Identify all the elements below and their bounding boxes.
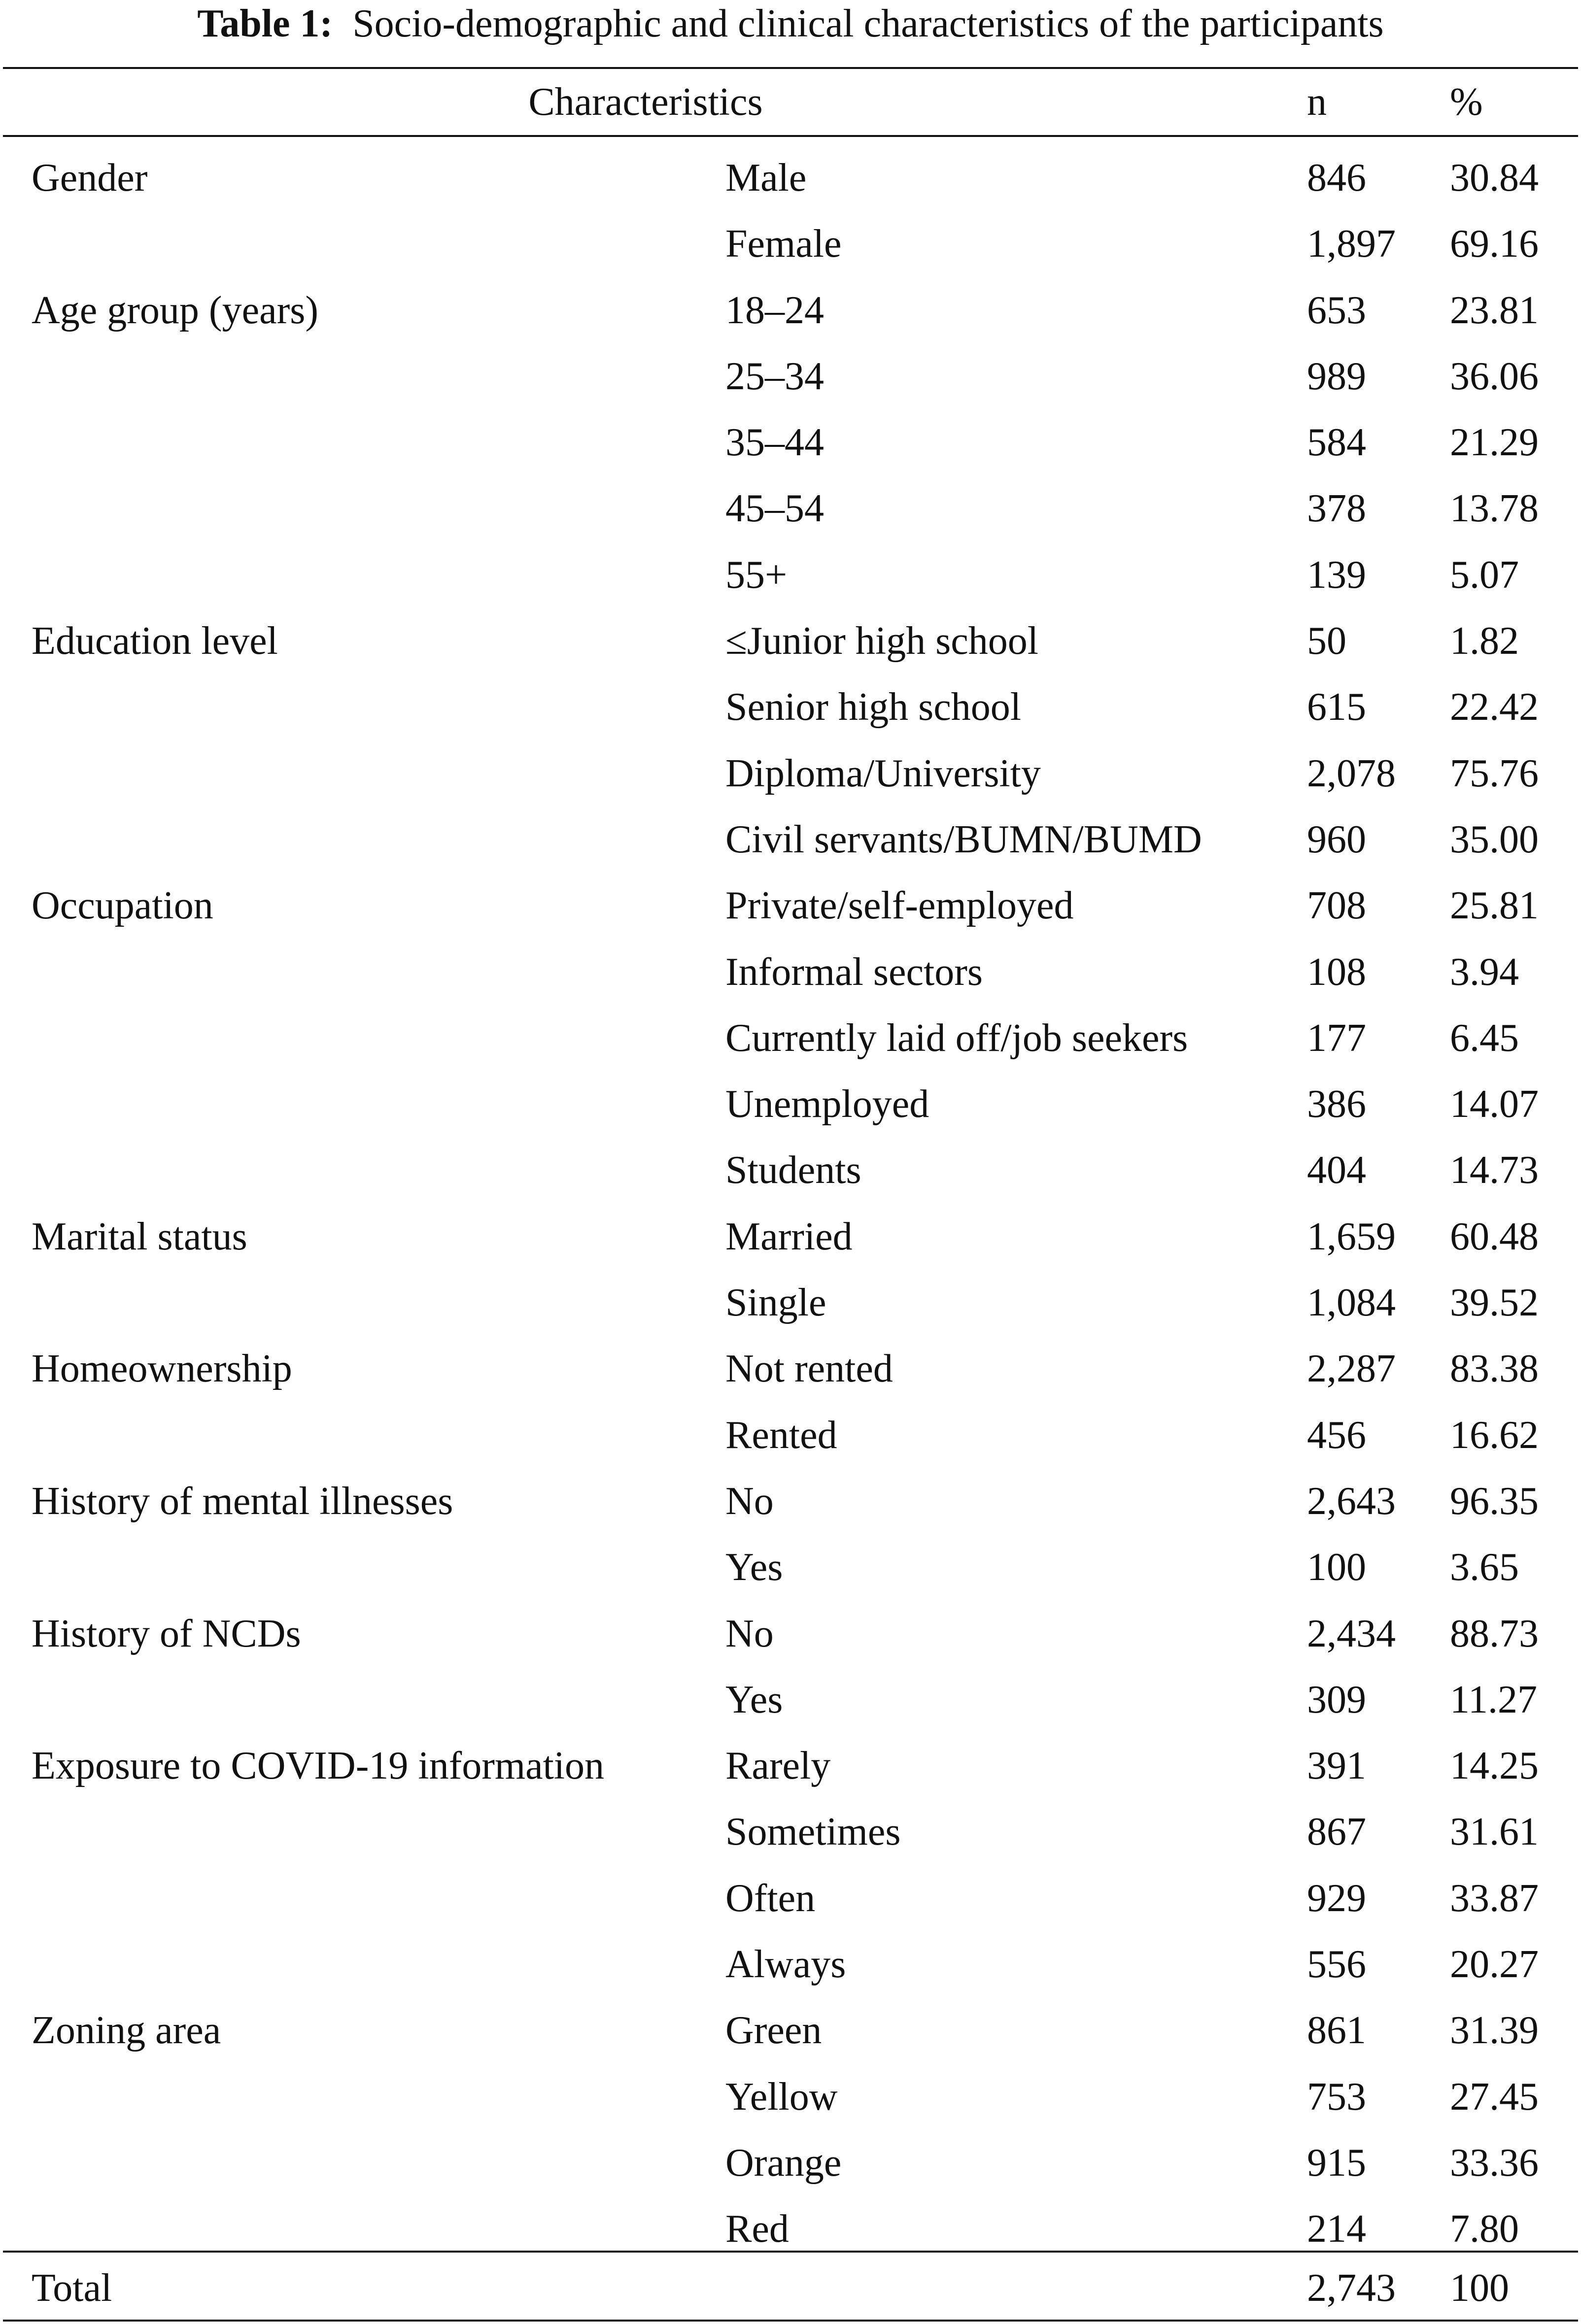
row-category: 25–34 (725, 354, 824, 398)
header-percent: % (1450, 80, 1483, 124)
row-n: 2,643 (1307, 1479, 1396, 1523)
row-category: Yes (725, 1546, 783, 1589)
table-row (0, 1336, 1581, 1402)
row-n: 177 (1307, 1016, 1366, 1060)
row-category: Often (725, 1876, 816, 1920)
row-percent: 33.36 (1450, 2141, 1539, 2185)
row-percent: 83.38 (1450, 1347, 1539, 1391)
row-percent: 20.27 (1450, 1943, 1539, 1987)
table-row (0, 145, 1581, 211)
table-row (0, 807, 1581, 873)
row-category: No (725, 1612, 774, 1655)
table-row (0, 542, 1581, 608)
table-row (0, 2130, 1581, 2196)
row-category: Civil servants/BUMN/BUMD (725, 817, 1202, 861)
row-category: Married (725, 1214, 853, 1258)
row-percent: 96.35 (1450, 1479, 1539, 1523)
table-row (0, 939, 1581, 1005)
row-category: Green (725, 2009, 822, 2053)
row-n: 1,659 (1307, 1214, 1396, 1258)
table-header-rule (3, 135, 1578, 137)
table-row (0, 1468, 1581, 1534)
row-n: 100 (1307, 1546, 1366, 1589)
table-body (0, 145, 1581, 2262)
total-label: Total (32, 2266, 112, 2310)
table-bottom-rule (3, 2320, 1578, 2322)
row-n: 1,084 (1307, 1281, 1396, 1325)
row-n: 309 (1307, 1678, 1366, 1721)
row-category: 55+ (725, 553, 788, 597)
row-category: Diploma/University (725, 751, 1041, 795)
row-category: 45–54 (725, 487, 824, 531)
row-category: No (725, 1479, 774, 1523)
row-category: Private/self-employed (725, 884, 1074, 928)
table-row (0, 1667, 1581, 1733)
row-percent: 3.94 (1450, 950, 1519, 994)
table-row (0, 409, 1581, 475)
table-row (0, 1997, 1581, 2063)
row-category: ≤Junior high school (725, 619, 1038, 663)
row-category: Students (725, 1148, 861, 1192)
row-percent: 1.82 (1450, 619, 1519, 663)
row-percent: 23.81 (1450, 288, 1539, 332)
table-row (0, 475, 1581, 541)
table-row (0, 873, 1581, 939)
row-category: Currently laid off/job seekers (725, 1016, 1188, 1060)
row-n: 846 (1307, 156, 1366, 200)
table-row (0, 211, 1581, 277)
row-percent: 7.80 (1450, 2207, 1519, 2251)
row-category: Informal sectors (725, 950, 983, 994)
row-group: Age group (years) (32, 288, 318, 332)
row-category: Red (725, 2207, 789, 2251)
table-row (0, 1865, 1581, 1931)
row-percent: 39.52 (1450, 1281, 1539, 1325)
row-n: 2,434 (1307, 1612, 1396, 1655)
row-category: 35–44 (725, 421, 824, 465)
row-percent: 36.06 (1450, 354, 1539, 398)
table-row (0, 1733, 1581, 1799)
table-caption (0, 0, 1581, 49)
row-percent: 14.07 (1450, 1082, 1539, 1126)
row-category: Yes (725, 1678, 783, 1721)
table-row (0, 1204, 1581, 1270)
row-percent: 3.65 (1450, 1546, 1519, 1589)
total-percent: 100 (1450, 2266, 1509, 2310)
row-n: 391 (1307, 1744, 1366, 1788)
table-caption-text: Socio-demographic and clinical characteristics of the participants (352, 2, 1384, 45)
row-n: 214 (1307, 2207, 1366, 2251)
table-row (0, 1534, 1581, 1600)
table-row (0, 1799, 1581, 1865)
row-n: 2,078 (1307, 751, 1396, 795)
row-group: Gender (32, 156, 148, 200)
row-percent: 13.78 (1450, 487, 1539, 531)
row-n: 404 (1307, 1148, 1366, 1192)
row-n: 653 (1307, 288, 1366, 332)
row-n: 915 (1307, 2141, 1366, 2185)
row-n: 2,287 (1307, 1347, 1396, 1391)
table-row (0, 2064, 1581, 2130)
table-row (0, 343, 1581, 409)
row-n: 960 (1307, 817, 1366, 861)
row-category: Not rented (725, 1347, 893, 1391)
row-n: 867 (1307, 1810, 1366, 1854)
row-group: Homeownership (32, 1347, 292, 1391)
row-category: Sometimes (725, 1810, 901, 1854)
table-header (0, 69, 1581, 135)
table-row (0, 1402, 1581, 1468)
row-group: Occupation (32, 884, 213, 928)
row-category: Unemployed (725, 1082, 929, 1126)
table-row (0, 1931, 1581, 1997)
row-percent: 88.73 (1450, 1612, 1539, 1655)
row-percent: 5.07 (1450, 553, 1519, 597)
table-row (0, 1005, 1581, 1071)
table-row (0, 1071, 1581, 1137)
row-category: 18–24 (725, 288, 824, 332)
row-percent: 31.61 (1450, 1810, 1539, 1854)
table-row (0, 277, 1581, 343)
row-n: 50 (1307, 619, 1346, 663)
table-row (0, 1270, 1581, 1336)
row-category: Rented (725, 1413, 837, 1457)
row-percent: 14.73 (1450, 1148, 1539, 1192)
row-group: History of NCDs (32, 1612, 301, 1655)
row-percent: 11.27 (1450, 1678, 1538, 1721)
row-percent: 21.29 (1450, 421, 1539, 465)
row-percent: 60.48 (1450, 1214, 1539, 1258)
table-total-rule (3, 2251, 1578, 2253)
row-group: Marital status (32, 1214, 247, 1258)
row-category: Male (725, 156, 807, 200)
row-category: Orange (725, 2141, 842, 2185)
row-group: Education level (32, 619, 278, 663)
row-percent: 27.45 (1450, 2075, 1539, 2119)
row-percent: 6.45 (1450, 1016, 1519, 1060)
table-total-row (0, 2257, 1581, 2320)
table-caption-label: Table 1: (197, 2, 333, 45)
row-percent: 35.00 (1450, 817, 1539, 861)
row-category: Yellow (725, 2075, 838, 2119)
row-n: 708 (1307, 884, 1366, 928)
header-n: n (1307, 80, 1327, 124)
row-percent: 69.16 (1450, 222, 1539, 266)
header-characteristics: Characteristics (528, 80, 763, 124)
row-percent: 33.87 (1450, 1876, 1539, 1920)
row-category: Single (725, 1281, 826, 1325)
row-n: 753 (1307, 2075, 1366, 2119)
row-n: 378 (1307, 487, 1366, 531)
total-n: 2,743 (1307, 2266, 1396, 2310)
row-group: Zoning area (32, 2009, 221, 2053)
row-percent: 16.62 (1450, 1413, 1539, 1457)
table-row (0, 741, 1581, 807)
row-n: 584 (1307, 421, 1366, 465)
row-percent: 31.39 (1450, 2009, 1539, 2053)
row-category: Senior high school (725, 685, 1021, 729)
row-category: Always (725, 1943, 846, 1987)
row-n: 386 (1307, 1082, 1366, 1126)
table-row (0, 1137, 1581, 1203)
row-n: 108 (1307, 950, 1366, 994)
row-n: 1,897 (1307, 222, 1396, 266)
row-percent: 22.42 (1450, 685, 1539, 729)
row-n: 456 (1307, 1413, 1366, 1457)
row-percent: 30.84 (1450, 156, 1539, 200)
row-n: 615 (1307, 685, 1366, 729)
row-percent: 14.25 (1450, 1744, 1539, 1788)
table-row (0, 1601, 1581, 1667)
row-n: 556 (1307, 1943, 1366, 1987)
row-group: Exposure to COVID-19 information (32, 1744, 605, 1788)
row-category: Female (725, 222, 842, 266)
row-percent: 25.81 (1450, 884, 1539, 928)
table-row (0, 608, 1581, 674)
row-percent: 75.76 (1450, 751, 1539, 795)
row-n: 989 (1307, 354, 1366, 398)
row-n: 139 (1307, 553, 1366, 597)
row-group: History of mental illnesses (32, 1479, 453, 1523)
row-category: Rarely (725, 1744, 831, 1788)
table-row (0, 674, 1581, 740)
row-n: 861 (1307, 2009, 1366, 2053)
row-n: 929 (1307, 1876, 1366, 1920)
